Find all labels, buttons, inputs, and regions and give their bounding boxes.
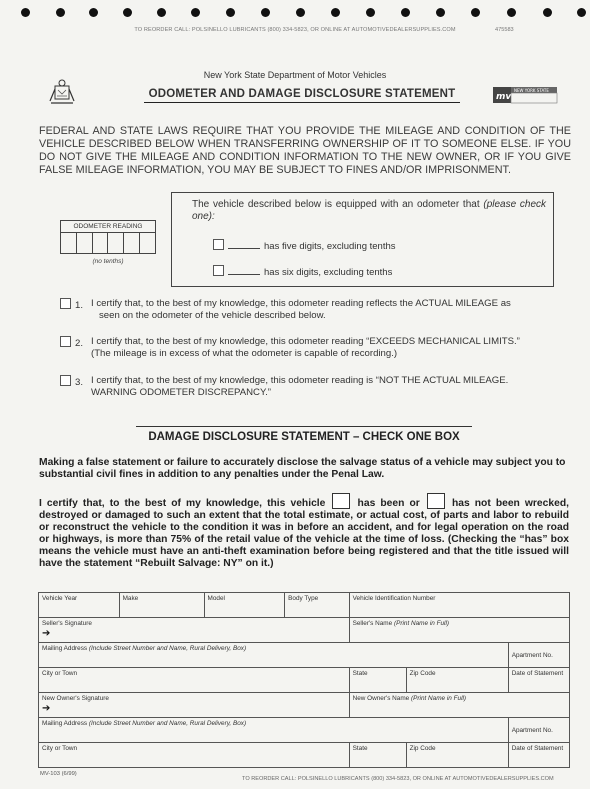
new-owner-zip-field[interactable]: [406, 743, 508, 768]
certification-3-line2: WARNING ODOMETER DISCREPANCY.”: [91, 387, 271, 398]
has-not-been-checkbox[interactable]: [427, 493, 445, 509]
binder-hole: [226, 8, 235, 17]
binder-hole: [507, 8, 516, 17]
reorder-notice-bottom: TO REORDER CALL: POLSINELLO LUBRICANTS (800) 334-5823, OR ONLINE AT AUTOMOTIVEDEALERSUPPLIES.COM: [242, 776, 554, 782]
certification-number: [60, 336, 83, 350]
odometer-equipment-box: [171, 192, 554, 287]
five-digits-label: has five digits, excluding tenths: [264, 241, 396, 252]
binder-hole: [577, 8, 586, 17]
vehicle-owner-info-table: [38, 592, 570, 768]
odometer-digit-cell[interactable]: [124, 233, 140, 253]
binder-hole: [89, 8, 98, 17]
state-seal-icon: [47, 77, 77, 107]
certification-number: [60, 375, 83, 389]
binder-hole: [123, 8, 132, 17]
certification-3-line1: I certify that, to the best of my knowledge, this odometer reading is “NOT THE ACTUAL MILEAGE.: [91, 375, 509, 386]
damage-section-title: DAMAGE DISCLOSURE STATEMENT – CHECK ONE BOX: [136, 426, 472, 443]
binder-hole: [296, 8, 305, 17]
salvage-cert-body: destroyed or damaged to such an extent that the total estimate, or actual cost, of parts and labor to rebuild or reconstruct the vehicle to the condition it was in before an accident, and for legal operation on the road or highways, is more than 75% of the retail value of the vehicle at the time of loss. (Checking the “has” box means the vehicle must have an anti-theft examination before being registered and that the title issued will have the statement “Rebuilt Salvage: NY” on it.): [39, 510, 569, 569]
apartment-no-label: Apartment No.: [511, 651, 553, 659]
has-not-been-label: has not been wrecked,: [451, 498, 569, 509]
table-row: [39, 593, 570, 618]
certification-2: [60, 336, 560, 360]
reorder-notice-top: TO REORDER CALL: POLSINELLO LUBRICANTS (800) 334-5823, OR ONLINE AT AUTOMOTIVEDEALERSUPPLIES.COM: [134, 27, 456, 33]
table-row: [39, 668, 570, 693]
odometer-sublabel: (no tenths): [92, 258, 124, 265]
svg-text:mv: mv: [496, 92, 512, 102]
binder-hole: [401, 8, 410, 17]
seller-mailing-address-field[interactable]: [39, 643, 509, 668]
zip-code-label: Zip Code: [409, 670, 436, 677]
city-town-label: City or Town: [42, 745, 78, 752]
new-owner-name-field[interactable]: [349, 693, 569, 718]
mailing-address-label: Mailing Address: [42, 720, 88, 727]
six-digits-checkbox[interactable]: [213, 265, 224, 276]
seller-city-field[interactable]: [39, 668, 350, 693]
state-label: State: [352, 670, 368, 677]
seller-apartment-field[interactable]: [508, 643, 569, 668]
certification-1: [60, 298, 560, 322]
vin-field[interactable]: [349, 593, 569, 618]
penal-law-notice: Making a false statement or failure to accurately disclose the salvage status of a vehicle may subject you to substantial civil fines in addition to any penalties under the Penal Law.: [39, 457, 566, 480]
body-type-field[interactable]: [285, 593, 349, 618]
certification-2-checkbox[interactable]: [60, 336, 71, 347]
odometer-digit-cells[interactable]: [60, 232, 156, 254]
certification-2-line1: I certify that, to the best of my knowledge, this odometer reading “EXCEEDS MECHANICAL LIMITS.”: [91, 336, 520, 347]
salvage-certification: [39, 493, 569, 570]
salvage-cert-intro: I certify that, to the best of my knowledge, this vehicle: [39, 498, 326, 509]
model-field[interactable]: [204, 593, 285, 618]
form-code: MV-103 (6/99): [40, 771, 77, 777]
certification-number: [60, 298, 83, 312]
new-owner-apartment-field[interactable]: [508, 718, 569, 743]
city-town-label: City or Town: [42, 670, 78, 677]
option-six-digits: [213, 265, 392, 278]
body-type-label: Body Type: [288, 595, 319, 602]
mailing-address-hint: (Include Street Number and Name, Rural Delivery, Box): [88, 645, 247, 652]
odometer-reading-box: [60, 220, 156, 265]
make-field[interactable]: [119, 593, 204, 618]
binder-hole: [21, 8, 30, 17]
certification-2-num: 2.: [75, 338, 84, 349]
seller-signature-label: Seller's Signature: [42, 620, 92, 627]
date-statement-label: Date of Statement: [511, 670, 564, 677]
six-digits-label: has six digits, excluding tenths: [264, 267, 393, 278]
has-been-label: has been: [357, 498, 405, 509]
vehicle-year-label: Vehicle Year: [42, 595, 78, 602]
stock-number: 475583: [495, 27, 514, 33]
model-label: Model: [207, 595, 225, 602]
table-row: [39, 643, 570, 668]
mailing-address-label: Mailing Address: [42, 645, 88, 652]
binder-hole: [436, 8, 445, 17]
certification-3-checkbox[interactable]: [60, 375, 71, 386]
binder-hole: [331, 8, 340, 17]
form-title: ODOMETER AND DAMAGE DISCLOSURE STATEMENT: [144, 88, 460, 103]
arrow-right-icon: ➔: [42, 703, 51, 714]
certification-1-checkbox[interactable]: [60, 298, 71, 309]
equipment-intro: [192, 199, 546, 223]
dmv-logo-icon: [493, 86, 559, 104]
five-digits-blank[interactable]: [228, 248, 260, 249]
state-label: State: [352, 745, 368, 752]
odometer-digit-cell[interactable]: [93, 233, 109, 253]
option-five-digits: [213, 239, 396, 252]
arrow-right-icon: ➔: [42, 628, 51, 639]
equipment-intro-text: The vehicle described below is equipped with an odometer that: [192, 199, 480, 210]
odometer-digit-cell[interactable]: [61, 233, 77, 253]
new-owner-signature-label: New Owner's Signature: [42, 695, 109, 702]
table-row: [39, 693, 570, 718]
odometer-digit-cell[interactable]: [108, 233, 124, 253]
binder-hole: [191, 8, 200, 17]
certification-3: [60, 375, 560, 399]
date-statement-label: Date of Statement: [511, 745, 564, 752]
table-row: [39, 618, 570, 643]
certification-2-line2: (The mileage is in excess of what the odometer is capable of recording.): [91, 348, 398, 359]
has-been-checkbox[interactable]: [332, 493, 350, 509]
binder-hole: [543, 8, 552, 17]
make-label: Make: [122, 595, 139, 602]
five-digits-checkbox[interactable]: [213, 239, 224, 250]
certification-1-line2: seen on the odometer of the vehicle described below.: [99, 310, 326, 321]
mailing-address-hint: (Include Street Number and Name, Rural Delivery, Box): [88, 720, 247, 727]
binder-hole: [157, 8, 166, 17]
legal-warning: FEDERAL AND STATE LAWS REQUIRE THAT YOU PROVIDE THE MILEAGE AND CONDITION OF THE VEHICLE DESCRIBED BELOW WHEN TRANSFERRING OWNERSHIP OF IT TO SOMEONE ELSE. IF YOU DO NOT GIVE THE MILEAGE AND CONDITION INFORMATION TO THE NEW OWNER, OR IF YOU GIVE FALSE MILEAGE INFORMATION, YOU MAY BE SUBJECT TO FINES AND/OR IMPRISONMENT.: [39, 125, 571, 176]
certification-1-num: 1.: [75, 300, 84, 311]
vehicle-year-field[interactable]: [39, 593, 120, 618]
binder-hole: [366, 8, 375, 17]
seller-state-field[interactable]: [349, 668, 406, 693]
seller-signature-field[interactable]: [39, 618, 350, 643]
seller-zip-field[interactable]: [406, 668, 508, 693]
binder-hole: [471, 8, 480, 17]
new-owner-city-field[interactable]: [39, 743, 350, 768]
binder-hole: [261, 8, 270, 17]
department-name: New York State Department of Motor Vehicles: [203, 70, 387, 80]
svg-text:NEW YORK STATE: NEW YORK STATE: [514, 88, 549, 93]
certification-1-line1: I certify that, to the best of my knowledge, this odometer reading reflects the ACTUAL MILEAGE as: [91, 298, 511, 309]
table-row: [39, 743, 570, 768]
certification-3-num: 3.: [75, 377, 84, 388]
six-digits-blank[interactable]: [228, 274, 260, 275]
new-owner-mailing-address-field[interactable]: [39, 718, 509, 743]
apartment-no-label: Apartment No.: [511, 726, 553, 734]
new-owner-name-label: New Owner's Name: [352, 695, 410, 702]
binder-hole: [56, 8, 65, 17]
equipment-intro-instruction: (please check one):: [192, 199, 547, 222]
odometer-reading-label: ODOMETER READING: [60, 220, 156, 232]
new-owner-date-field[interactable]: [508, 743, 569, 768]
seller-name-field[interactable]: [349, 618, 569, 643]
new-owner-state-field[interactable]: [349, 743, 406, 768]
new-owner-name-hint: (Print Name in Full): [411, 695, 467, 702]
seller-date-field[interactable]: [508, 668, 569, 693]
table-row: [39, 718, 570, 743]
zip-code-label: Zip Code: [409, 745, 436, 752]
new-owner-signature-field[interactable]: [39, 693, 350, 718]
seller-name-label: Seller's Name: [352, 620, 393, 627]
vin-label: Vehicle Identification Number: [352, 595, 436, 602]
odometer-digit-cell[interactable]: [77, 233, 93, 253]
or-label: or: [409, 498, 420, 509]
binder-holes: [0, 8, 590, 22]
seller-name-hint: (Print Name in Full): [393, 620, 450, 627]
odometer-digit-cell[interactable]: [140, 233, 155, 253]
